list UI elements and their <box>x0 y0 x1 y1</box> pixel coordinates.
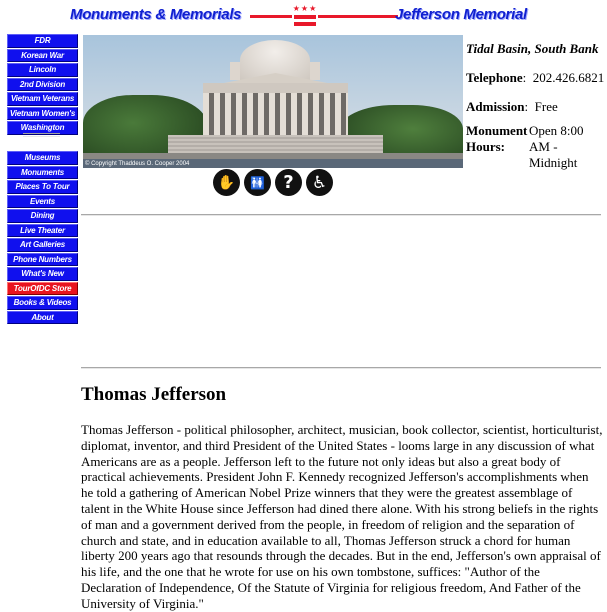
main-nav <box>7 151 78 325</box>
header-banner <box>60 4 550 28</box>
nav-item-lincoln[interactable]: Lincoln <box>7 63 78 77</box>
information-icon[interactable]: ? <box>275 169 302 196</box>
telephone-value: 202.426.6821 <box>532 70 605 85</box>
nav-item-museums[interactable]: Museums <box>7 151 78 165</box>
nav-item-phone-numbers[interactable]: Phone Numbers <box>7 253 78 267</box>
gift-shop-icon[interactable]: ✋ <box>213 169 240 196</box>
photo-steps <box>168 135 383 153</box>
photo-colonnade <box>203 93 348 135</box>
jefferson-memorial-photo <box>83 35 463 168</box>
divider-top <box>81 214 601 216</box>
hours-label: Monument Hours: <box>466 123 528 154</box>
article-body: Thomas Jefferson - political philosopher, architect, musician, book collector, scientist, horticulturist, diplomat, inventor, and third President of the United States - looms large in any discussion of what Americans are as a people. Jefferson left to the future not only ideas but also a great body of practical achievements. President John F. Kennedy recognized Jefferson's accomplishments when he told a gathering of American Nobel Prize winners that they were the greatest assemblage of talent in the White House since Jefferson had dined there alone. With his strong beliefs in the rights of man and a government derived from the people, in freedom of religion and the separation of church and state, and in education available to all, Thomas Jefferson struck a chord for human liberty 200 years ago that resounds through the decades. But in the end, Jefferson's own appraisal of his life, and the one that he wrote for use on his own tombstone, suffices: "Author of the Declaration of Independence, Of the Statute of Virginia for religious freedom, And Father of the University of Virginia." <box>81 422 603 611</box>
nav-item-korean-war[interactable]: Korean War <box>7 49 78 63</box>
nav-item-vietnam-womens[interactable]: Vietnam Women's <box>7 107 78 121</box>
banner-rule-right <box>318 15 398 18</box>
page-title: Jefferson Memorial <box>395 6 527 23</box>
nav-item-fdr[interactable]: FDR <box>7 34 78 48</box>
photo-copyright: © Copyright Thaddeus O. Cooper 2004 <box>85 161 190 167</box>
article-title: Thomas Jefferson <box>81 384 227 405</box>
admission-label: Admission <box>466 99 525 114</box>
flag-bar <box>294 15 316 19</box>
nav-item-tourofdc-store[interactable]: TourOfDC Store <box>7 282 78 296</box>
nav-item-art-galleries[interactable]: Art Galleries <box>7 238 78 252</box>
telephone-label: Telephone <box>466 70 523 85</box>
nav-item-events[interactable]: Events <box>7 195 78 209</box>
nav-item-monuments[interactable]: Monuments <box>7 166 78 180</box>
location: Tidal Basin, South Bank <box>466 41 599 56</box>
nav-item-dining[interactable]: Dining <box>7 209 78 223</box>
telephone-row: Telephone: 202.426.6821 <box>466 70 605 85</box>
article <box>81 384 603 612</box>
section-title[interactable]: Monuments & Memorials <box>70 6 242 23</box>
dc-flag-icon <box>292 6 318 26</box>
flag-bar <box>294 22 316 26</box>
nav-item-about[interactable]: About <box>7 311 78 325</box>
monuments-nav <box>7 34 78 136</box>
admission-value: Free <box>534 99 558 114</box>
hours-row <box>466 123 599 171</box>
banner-rule-left <box>250 15 292 18</box>
wheelchair-icon[interactable]: ♿ <box>306 169 333 196</box>
nav-item-books-videos[interactable]: Books & Videos <box>7 296 78 310</box>
nav-item-vietnam-veterans[interactable]: Vietnam Veterans <box>7 92 78 106</box>
hours-value: Open 8:00 AM - Midnight <box>529 123 584 170</box>
nav-item-live-theater[interactable]: Live Theater <box>7 224 78 238</box>
nav-item-2nd-division[interactable]: 2nd Division <box>7 78 78 92</box>
nav-item-whats-new[interactable]: What's New <box>7 267 78 281</box>
photo-entablature <box>203 83 348 93</box>
admission-row: Admission: Free <box>466 99 558 114</box>
restrooms-icon[interactable]: 🚻 <box>244 169 271 196</box>
sidebar-divider <box>23 133 60 137</box>
divider-bottom <box>81 367 601 369</box>
flag-stars: ★★★ <box>292 4 318 13</box>
nav-item-places-to-tour[interactable]: Places To Tour <box>7 180 78 194</box>
nav-item-washington[interactable]: Washington <box>7 121 78 135</box>
